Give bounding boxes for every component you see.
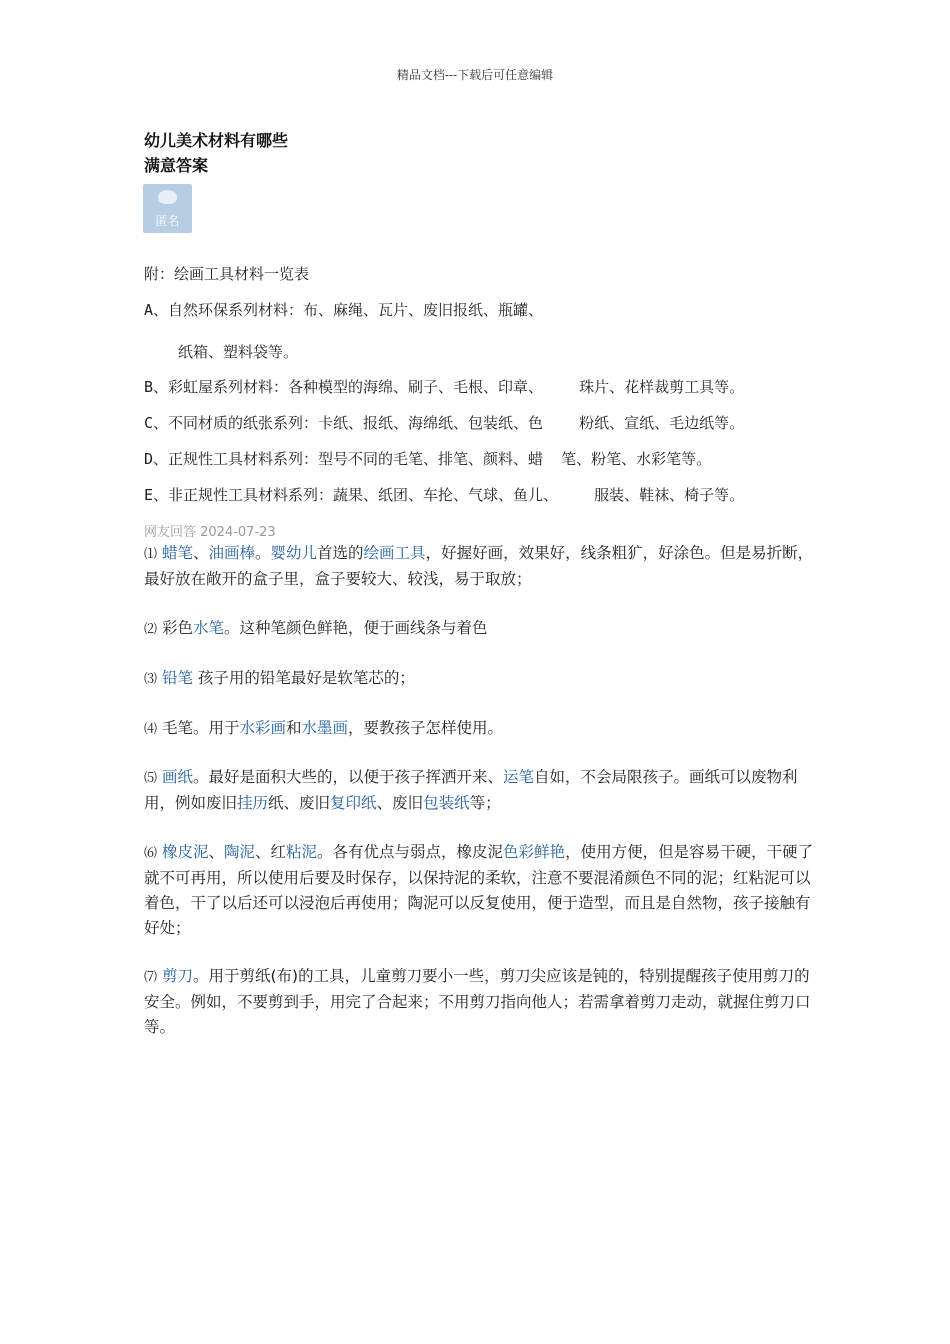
answer-text: 。 [255, 544, 271, 562]
list-heading: 附：绘画工具材料一览表 [144, 265, 310, 283]
item-number: ⑸ [144, 771, 158, 786]
page-title: 幼儿美术材料有哪些 [144, 131, 289, 150]
answer-item-6 [144, 840, 824, 941]
item-number: ⑷ [144, 722, 158, 737]
item-number: ⑴ [144, 547, 158, 562]
answer-text: 。这种笔颜色鲜艳，便于画线条与着色 [223, 619, 488, 637]
answer-item-4 [144, 716, 824, 742]
avatar[interactable] [143, 184, 192, 233]
keyword-link[interactable]: 包装纸 [423, 794, 470, 812]
answer-text: 、红 [255, 843, 287, 861]
answer-item-7 [144, 964, 824, 1040]
list-item-e: E、非正规性工具材料系列：蔬果、纸团、车抡、气球、鱼儿、 服装、鞋袜、椅子等。 [144, 486, 745, 504]
item-number: ⑶ [144, 672, 158, 687]
keyword-link[interactable]: 水彩画 [239, 719, 286, 737]
keyword-link[interactable]: 剪刀 [161, 967, 193, 985]
answer-text: 。最好是面积大些的，以便于孩子挥洒开来、 [192, 768, 503, 786]
answer-text: 自如，不会局限孩子。画纸可以废物利用，例如废旧 [144, 768, 798, 812]
answer-text: 彩色 [157, 619, 193, 637]
answer-text: 毛笔。用于 [157, 719, 240, 737]
answer-text: 、 [192, 544, 209, 562]
keyword-link[interactable]: 铅笔 [161, 669, 193, 687]
answer-item-1 [144, 541, 824, 592]
list-item-a-cont: 纸箱、塑料袋等。 [178, 343, 299, 361]
keyword-link[interactable]: 水墨画 [301, 719, 348, 737]
keyword-link[interactable]: 油画棒 [208, 544, 255, 562]
answer-text: ，好握好画，效果好，线条粗犷，好涂色。但是易折断，最好放在敞开的盒子里，盒子要较大、较浅，易于取放； [144, 544, 814, 588]
answer-text: 、 [208, 843, 224, 861]
keyword-link[interactable]: 水笔 [192, 619, 224, 637]
answer-text: 、废旧 [376, 794, 424, 812]
answer-heading: 满意答案 [144, 156, 209, 175]
answer-text: ，使用方便，但是容易干硬，干硬了就不可再用，所以使用后要及时保存，以保持泥的柔软，注意不要混淆颜色不同的泥；红粘泥可以着色，干了以后还可以浸泡后再使用；陶泥可以反复使用，便于造型，而且是自然物，孩子接触有好处； [144, 843, 814, 937]
answer-text: 。各有优点与弱点，橡皮泥 [317, 843, 504, 861]
item-number: ⑺ [144, 970, 158, 985]
answer-meta: 网友回答 2024-07-23 [144, 525, 276, 540]
keyword-link[interactable]: 橡皮泥 [161, 843, 209, 861]
answer-text: ，要教孩子怎样使用。 [348, 719, 504, 737]
list-item-a: A、自然环保系列材料：布、麻绳、瓦片、废旧报纸、瓶罐、 [144, 301, 544, 319]
item-number: ⑹ [144, 846, 158, 861]
keyword-link[interactable]: 色彩鲜艳 [503, 843, 566, 861]
keyword-link[interactable]: 婴幼儿 [270, 544, 318, 562]
list-item-c: C、不同材质的纸张系列：卡纸、报纸、海绵纸、包装纸、色 粉纸、宣纸、毛边纸等。 [144, 414, 745, 432]
keyword-link[interactable]: 蜡笔 [161, 544, 193, 562]
answer-text: 和 [285, 719, 302, 737]
answer-text: 首选的 [317, 544, 364, 562]
keyword-link[interactable]: 运笔 [502, 768, 534, 786]
keyword-link[interactable]: 绘画工具 [363, 544, 426, 562]
keyword-link[interactable]: 画纸 [161, 768, 193, 786]
keyword-link[interactable]: 粘泥 [286, 843, 318, 861]
keyword-link[interactable]: 挂历 [237, 794, 269, 812]
answer-text: 。用于剪纸(布)的工具，儿童剪刀要小一些，剪刀尖应该是钝的，特别提醒孩子使用剪刀的安全。例如，不要剪到手，用完了合起来；不用剪刀指向他人；若需拿着剪刀走动，就握住剪刀口等。 [144, 967, 811, 1036]
answer-item-3 [144, 666, 824, 692]
list-item-d: D、正规性工具材料系列：型号不同的毛笔、排笔、颜料、蜡 笔、粉笔、水彩笔等。 [144, 450, 712, 468]
answer-item-2 [144, 616, 824, 642]
page-header: 精品文档---下载后可任意编辑 [396, 68, 554, 82]
answer-text: 纸、废旧 [268, 794, 331, 812]
cloud-icon [158, 190, 177, 204]
keyword-link[interactable]: 复印纸 [330, 794, 377, 812]
item-number: ⑵ [144, 622, 158, 637]
keyword-link[interactable]: 陶泥 [223, 843, 255, 861]
answer-item-5 [144, 765, 824, 816]
answer-text: 孩子用的铅笔最好是软笔芯的； [192, 669, 415, 687]
answer-text: 等； [469, 794, 501, 812]
avatar-label: 匿名 [155, 214, 180, 228]
list-item-b: B、彩虹屋系列材料：各种模型的海绵、刷子、毛根、印章、 珠片、花样裁剪工具等。 [144, 378, 745, 396]
